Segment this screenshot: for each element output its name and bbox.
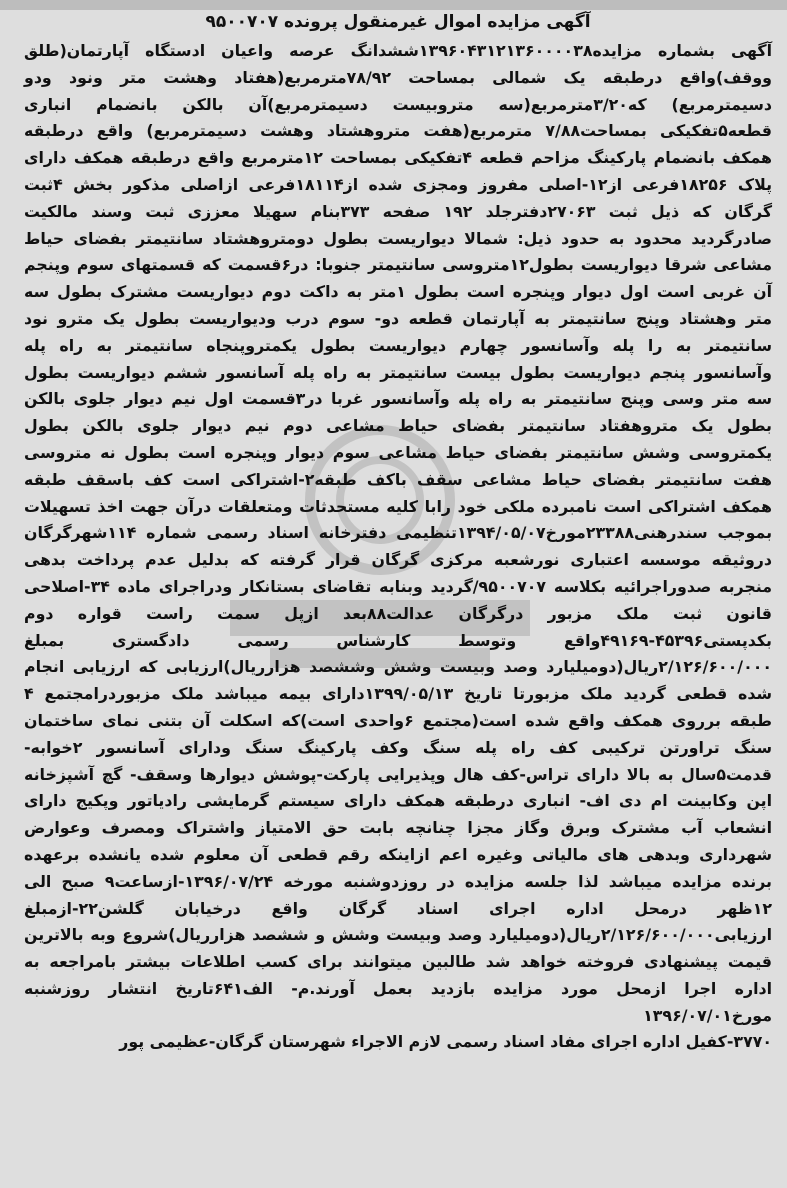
notice-footer: ۳۷۷۰-کفیل اداره اجرای مفاد اسناد رسمی لازم الاجراء شهرستان گرگان-عظیمی پور xyxy=(119,1032,772,1052)
notice-body: آگهی بشماره مزایده۱۳۹۶۰۴۳۱۲۱۳۶۰۰۰۰۳۸ششدانگ عرصه واعیان ادستگاه آپارتمان(طلق ووقف)واقع درطبقه یک شمالی بمساحت ۷۸/۹۲مترمربع(هفتاد وهشت متر ونود ودو دسیمترمربع) که۳/۲۰مترمربع(سه متروبیست دسیمترمربع)آن بالکن بانضمام انباری قطعه۵تفکیکی بمساحت۷/۸۸ مترمربع(هفت متروهشتاد وهشت دسیمترمربع) واقع درطبقه همکف بانضمام پارکینگ مزاحم قطعه ۴تفکیکی بمساحت ۱۲مترمربع واقع درطبقه همکف دارای پلاک ۱۸۲۵۶فرعی از۱۲-اصلی مفروز ومجزی شده از۱۸۱۱۴فرعی ازاصلی مذکور بخش ۴ثبت گرگان که ذیل ثبت ۲۷۰۶۳دفترجلد ۱۹۲ صفحه ۳۷۳بنام سهیلا معززی ثبت وسند مالکیت صادرگردید محدود به حدود ذیل: شمالا دیواریست بطول دومتروهشتاد سانتیمتر بفضای حیاط مشاعی شرقا دیواریست بطول۱۲متروسی سانتیمتر جنوبا: در۶قسمت که قسمتهای سوم وپنجم آن غربی است اول دیوار وپنجره است بطول ۱متر به داکت دوم دیواریست مشترک بطول سه متر وهشتاد وپنج سانتیمتر به آپارتمان قطعه دو- سوم درب ودیواریست بطول یک مترو نود سانتیمتر به را پله وآسانسور چهارم دیواریست بطول یکمتروپنجاه سانتیمتر به راه پله وآسانسور پنجم دیواریست بطول بیست سانتیمتر به راه پله آسانسور ششم دیواریست بطول سه متر وسی وپنج سانتیمتر به راه پله وآسانسور غربا در۳قسمت اول نیم دیوار جلوی بالکن بطول یک متروهفتاد سانتیمتر بفضای حیاط مشاعی دوم نیم دیوار جلوی بالکن بطول یکمتروسی وشش سانتیمتر بفضای حیاط مشاعی سوم دیوار وپنجره است بطول نه متروسی هفت سانتیمتر بفضای حیاط مشاعی سقف باکف طبقه۲-اشتراکی است کف باسقف طبقه همکف اشتراکی است نامبرده ملکی خود رابا کلیه مستحدثات ومتعلقات درآن جهت اخذ تسهیلات بموجب سندرهنی۲۳۳۸۸مورخ۱۳۹۴/۰۵/۰۷تنظیمی دفترخانه اسناد رسمی شماره ۱۱۴شهرگرگان دروثیقه موسسه اعتباری نورشعبه مرکزی گرگان قرار گرفته که بدلیل عدم پرداخت بدهی منجربه صدوراجرائیه بکلاسه ۹۵۰۰۷۰۷/گردید وبنابه تقاضای بستانکار ودراجرای ماده ۳۴-اصلاحی قانون ثبت ملک مزبور درگرگان عدالت۸۸بعد ازپل سمت راست قواره دوم بکدپستی۴۵۳۹۶-۴۹۱۶۹واقع وتوسط کارشناس رسمی دادگستری بمبلغ ۲/۱۲۶/۶۰۰/۰۰۰ریال(دومیلیارد وصد وبیست وشش وششصد هزارریال)ارزیابی که ارزیابی انجام شده قطعی گردید ملک مزبورتا تاریخ ۱۳۹۹/۰۵/۱۳دارای بیمه میباشد ملک مزبوردرامجتمع ۴ طبقه برروی همکف واقع شده است(مجتمع ۶واحدی است)که اسکلت آن بتنی نمای ساختمان سنگ تراورتن ترکیبی کف راه پله سنگ وکف پارکینگ سنگ ودارای آسانسور ۲خوابه- قدمت۵سال به بالا دارای تراس-کف هال وپذیرایی پارکت-پوشش دیوارها وسقف- گچ آشپزخانه اپن وکابینت ام دی اف- انباری درطبقه همکف دارای سیستم گرمایشی رادیاتور وپکیج دارای انشعاب آب مشترک وبرق وگاز مجزا چنانچه بابت حق الامتیاز واشتراک ومصرف وعوارض شهرداری وبدهی های مالیاتی وغیره اعم ازاینکه رقم قطعی آن معلوم شده یانشده برعهده برنده مزایده میباشد لذا جلسه مزایده در روزدوشنبه مورخه ۱۳۹۶/۰۷/۲۴-ازساعت۹ صبح الی ۱۲ظهر درمحل اداره اجرای اسناد گرگان واقع درخیابان گلشن۲۲-ازمبلغ ارزیابی۲/۱۲۶/۶۰۰/۰۰۰ریال(دومیلیارد وصد وبیست وشش و ششصد هزارریال)شروع وبه بالاترین قیمت پیشنهادی فروخته خواهد شد طالبین میتوانند برای کسب اطلاعات بیشتر بامراجعه به اداره اجرا ازمحل مورد مزایده بازدید بعمل آورند.م- الف۶۴۱تاریخ انتشار روزشنبه مورخ۱۳۹۶/۰۷/۰۱ xyxy=(24,41,773,1025)
auction-notice xyxy=(24,8,772,1056)
notice-title: آگهی مزایده اموال غیرمنقول پرونده ۹۵۰۰۷۰۷ xyxy=(205,12,591,32)
